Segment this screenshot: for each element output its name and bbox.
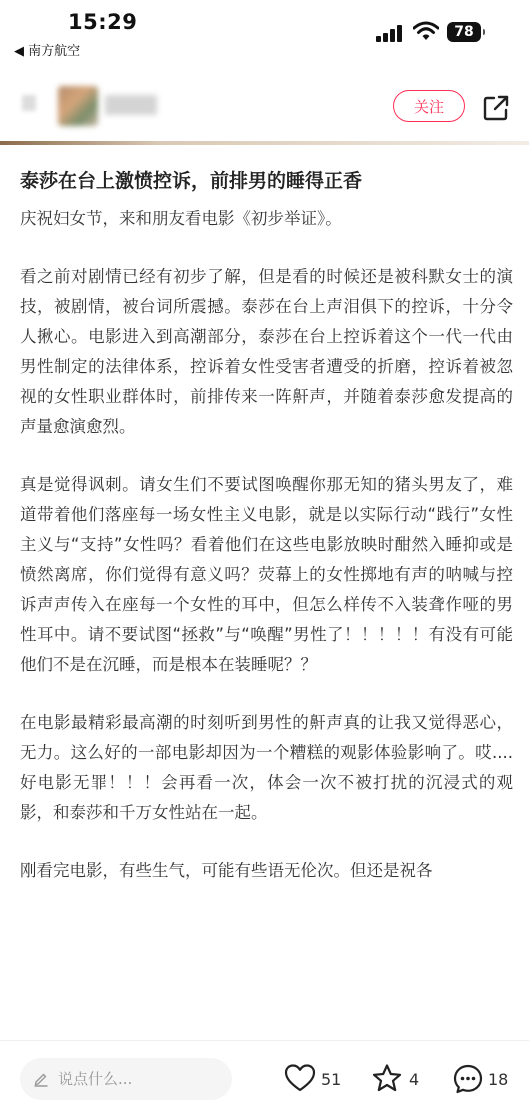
pen-icon [33, 1071, 49, 1087]
post-paragraph: 看之前对剧情已经有初步了解，但是看的时候还是被科默女士的演技，被剧情，被台词所震撼。泰莎在台上声泪俱下的控诉，十分令人揪心。电影进入到高潮部分，泰莎在台上控诉着这个一代一代由男性制定的法律体系，控诉着女性受害者遭受的折磨，控诉着被忽视的女性职业群体时，前排传来一阵鼾声，并随着泰莎愈发提高的声量愈演愈烈。 [20, 267, 513, 436]
share-icon[interactable] [482, 94, 510, 122]
post-body [20, 204, 513, 914]
post-paragraph: 真是觉得讽刺。请女生们不要试图唤醒你那无知的猪头男友了，难道带着他们落座每一场女性主义电影，就是以实际行动“践行”女性主义与“支持”女性吗？看着他们在这些电影放映时酣然入睡抑或是愤然离席，你们觉得有意义吗？荧幕上的女性掷地有声的呐喊与控诉声声传入在座每一个女性的耳中，但怎么样传不入装聋作哑的男性耳中。请不要试图“拯救”与“唤醒”男性了！！！！！有没有可能他们不是在沉睡，而是根本在装睡呢？？ [20, 475, 513, 674]
post-title: 泰莎在台上激愤控诉，前排男的睡得正香 [20, 170, 363, 192]
follow-button[interactable]: 关注 [393, 90, 465, 122]
star-icon [371, 1063, 403, 1093]
like-count: 51 [321, 1070, 342, 1089]
cellular-signal-icon [376, 24, 404, 42]
status-bar [0, 0, 529, 62]
post-paragraph: 刚看完电影，有些生气，可能有些语无伦次。但还是祝各 [20, 861, 433, 880]
avatar[interactable] [58, 86, 98, 126]
favorite-count: 4 [409, 1070, 420, 1089]
comment-placeholder[interactable]: 说点什么... [58, 1070, 133, 1088]
like-button[interactable] [284, 1063, 344, 1095]
clock: 15:29 [68, 10, 138, 34]
post-paragraph: 在电影最精彩最高潮的时刻听到男性的鼾声真的让我又觉得恶心，无力。这么好的一部电影却因为一个糟糕的观影体验影响了。哎....好电影无罪！！！会再看一次，体会一次不被打扰的沉浸式的观影，和泰莎和千万女性站在一起。 [20, 713, 513, 822]
comment-bubble-icon [452, 1063, 484, 1095]
comment-button[interactable] [452, 1063, 512, 1095]
author-name[interactable] [105, 95, 157, 115]
battery-indicator: 78 [447, 22, 481, 42]
post-paragraph: 庆祝妇女节，来和朋友看电影《初步举证》。 [20, 209, 342, 228]
comment-count: 18 [488, 1070, 509, 1089]
back-to-app-link[interactable]: ◀ 南方航空 [14, 44, 81, 59]
favorite-button[interactable] [371, 1063, 426, 1095]
back-icon[interactable] [22, 95, 36, 111]
header-divider [0, 141, 529, 145]
heart-icon [284, 1063, 316, 1093]
wifi-icon [413, 20, 439, 42]
